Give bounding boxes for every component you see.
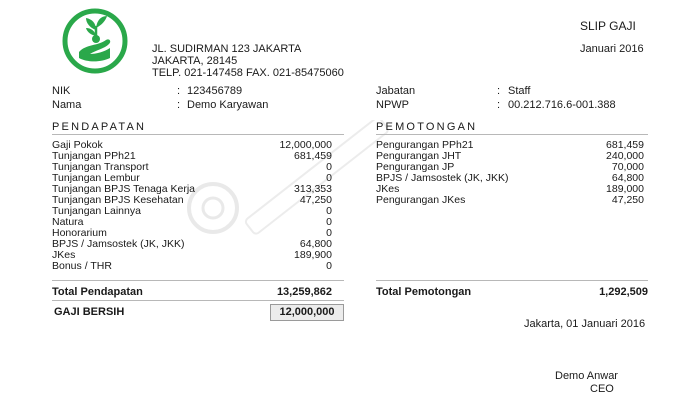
pendapatan-value: 64,800 bbox=[299, 238, 332, 250]
nik-label: NIK bbox=[52, 85, 71, 97]
signer-title: CEO bbox=[590, 383, 614, 395]
pendapatan-value: 313,353 bbox=[294, 183, 332, 195]
nik-colon: : bbox=[177, 85, 181, 97]
pemotongan-value: 189,000 bbox=[606, 183, 644, 195]
gaji-bersih-value: 12,000,000 bbox=[270, 304, 344, 321]
jabatan-value: Staff bbox=[508, 85, 531, 97]
pemotongan-value: 70,000 bbox=[611, 161, 644, 173]
pemotongan-label: Pengurangan JP bbox=[376, 161, 455, 173]
pemotongan-label: JKes bbox=[376, 183, 400, 195]
slip-title: SLIP GAJI bbox=[580, 19, 636, 33]
pendapatan-value: 189,900 bbox=[294, 249, 332, 261]
pendapatan-value: 0 bbox=[326, 260, 332, 272]
pendapatan-value: 681,459 bbox=[294, 150, 332, 162]
company-address-line-1: JL. SUDIRMAN 123 JAKARTA bbox=[152, 43, 302, 55]
total-pemotongan-label: Total Pemotongan bbox=[376, 286, 472, 298]
pendapatan-label: Honorarium bbox=[52, 227, 107, 239]
pendapatan-label: Tunjangan Transport bbox=[52, 161, 149, 173]
pemotongan-label: Pengurangan PPh21 bbox=[376, 139, 474, 151]
company-address-line-2: JAKARTA, 28145 bbox=[152, 55, 238, 67]
place-date: Jakarta, 01 Januari 2016 bbox=[524, 318, 646, 330]
pendapatan-value: 0 bbox=[326, 205, 332, 217]
signer-name: Demo Anwar bbox=[555, 370, 618, 382]
pendapatan-label: Tunjangan BPJS Kesehatan bbox=[52, 194, 184, 206]
pendapatan-label: Gaji Pokok bbox=[52, 139, 103, 151]
totals-divider-right bbox=[376, 280, 648, 281]
company-contact-line: TELP. 021-147458 FAX. 021-85475060 bbox=[152, 67, 344, 79]
totals-divider-left bbox=[52, 280, 344, 281]
pendapatan-label: Bonus / THR bbox=[52, 260, 112, 272]
pemotongan-label: Pengurangan JHT bbox=[376, 150, 462, 162]
pendapatan-label: Natura bbox=[52, 216, 84, 228]
nama-label: Nama bbox=[52, 99, 82, 111]
pemotongan-divider bbox=[376, 134, 648, 135]
pemotongan-value: 681,459 bbox=[606, 139, 644, 151]
pemotongan-label: Pengurangan JKes bbox=[376, 194, 466, 206]
npwp-label: NPWP bbox=[376, 99, 409, 111]
npwp-colon: : bbox=[497, 99, 501, 111]
slip-period: Januari 2016 bbox=[580, 43, 644, 55]
pendapatan-value: 12,000,000 bbox=[279, 139, 332, 151]
pemotongan-value: 240,000 bbox=[606, 150, 644, 162]
pendapatan-heading: PENDAPATAN bbox=[52, 121, 147, 133]
nik-value: 123456789 bbox=[187, 85, 243, 97]
company-logo bbox=[62, 8, 128, 74]
jabatan-label: Jabatan bbox=[376, 85, 416, 97]
pendapatan-divider bbox=[52, 134, 344, 135]
pendapatan-value: 0 bbox=[326, 172, 332, 184]
total-pemotongan-value: 1,292,509 bbox=[599, 286, 648, 298]
pemotongan-value: 64,800 bbox=[611, 172, 644, 184]
pemotongan-value: 47,250 bbox=[611, 194, 644, 206]
pendapatan-label: BPJS / Jamsostek (JK, JKK) bbox=[52, 238, 185, 250]
pemotongan-heading: PEMOTONGAN bbox=[376, 121, 478, 133]
pendapatan-label: Tunjangan PPh21 bbox=[52, 150, 136, 162]
pendapatan-value: 0 bbox=[326, 216, 332, 228]
total-pendapatan-value: 13,259,862 bbox=[276, 286, 332, 298]
pendapatan-label: Tunjangan Lembur bbox=[52, 172, 140, 184]
net-divider bbox=[52, 300, 344, 301]
npwp-value: 00.212.716.6-001.388 bbox=[508, 99, 616, 111]
pendapatan-value: 0 bbox=[326, 227, 332, 239]
pendapatan-label: JKes bbox=[52, 249, 76, 261]
gaji-bersih-label: GAJI BERSIH bbox=[54, 306, 125, 318]
nama-colon: : bbox=[177, 99, 181, 111]
pendapatan-label: Tunjangan BPJS Tenaga Kerja bbox=[52, 183, 196, 195]
total-pendapatan-label: Total Pendapatan bbox=[52, 286, 143, 298]
pendapatan-label: Tunjangan Lainnya bbox=[52, 205, 141, 217]
pendapatan-value: 47,250 bbox=[299, 194, 332, 206]
nama-value: Demo Karyawan bbox=[187, 99, 269, 111]
pendapatan-value: 0 bbox=[326, 161, 332, 173]
pemotongan-label: BPJS / Jamsostek (JK, JKK) bbox=[376, 172, 509, 184]
jabatan-colon: : bbox=[497, 85, 501, 97]
